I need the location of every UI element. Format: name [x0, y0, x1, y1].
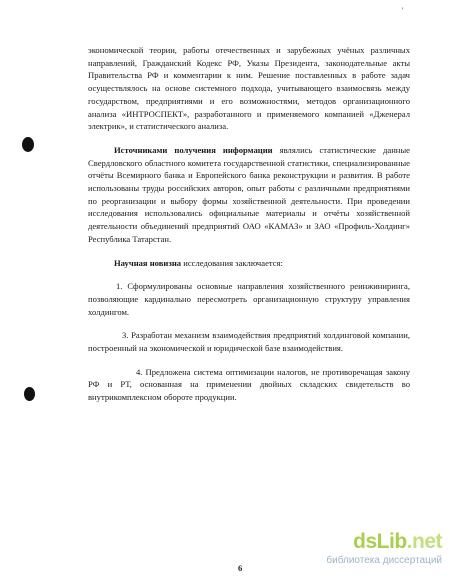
binder-hole-top [22, 137, 34, 152]
paragraph-information-sources: Источниками получения информации являлись статистические данные Свердловского областного комитета государственной статистики, специализированные отчёты Всемирного банка и Европейского банка реконструкции и развития. В работе использованы труды российских авторов, опыт работы с различными предприятиями по реорганизации и выбору формы хозяйственной деятельности. При проведении исследования использовались официальные материалы и отчёты хозяйственной деятельности объединений предприятий ОАО «КАМАЗ» и ЗАО «Профиль-Холдинг» Республика Татарстан. [88, 144, 410, 244]
list-item-3: 3. Разработан механизм взаимодействия предприятий холдинговой компании, построенный на экономической и юридической базе взаимодействия. [88, 330, 410, 354]
binder-hole-bottom [24, 387, 35, 401]
list-item-1: 1. Сформулированы основные направления хозяйственного реинжиниринга, позволяющие кардинально пересмотреть организационную структуру управления холдингом. [88, 281, 410, 317]
bold-lead: Источниками получения информации [114, 144, 273, 155]
list-item-4: 4. Предложена система оптимизации налогов, не противоречащая закону РФ и РТ, основанная на применении двойных складских свидетельств во внутрикомплексном обороте продукции. [88, 366, 410, 403]
bold-lead: Научная новизна [114, 257, 182, 268]
corner-mark: ' [402, 6, 404, 15]
body-text [88, 44, 410, 404]
watermark [322, 530, 446, 570]
page-number: 6 [238, 563, 243, 573]
paragraph-sources-continued: экономической теории, работы отечественных и зарубежных учёных различных направлений, Гражданский Кодекс РФ, Указы Президента, законодательные акты Правительства РФ и комментарии к ним. Решение поставленных в работе задач осуществлялось на основе системного подхода, учитывающего взаимосвязь между государством, предприятиями и его возможностями, методов организационного анализа «ИНТРОСПЕКТ», разработанного и применяемого компанией «Дженерал электрик», и статистического анализа. [88, 45, 410, 132]
watermark-subtitle: библиотека диссертаций [326, 555, 442, 566]
watermark-logo: dsLib.net [353, 530, 442, 553]
paragraph-scientific-novelty: Научная новизна исследования заключается: [114, 257, 283, 268]
